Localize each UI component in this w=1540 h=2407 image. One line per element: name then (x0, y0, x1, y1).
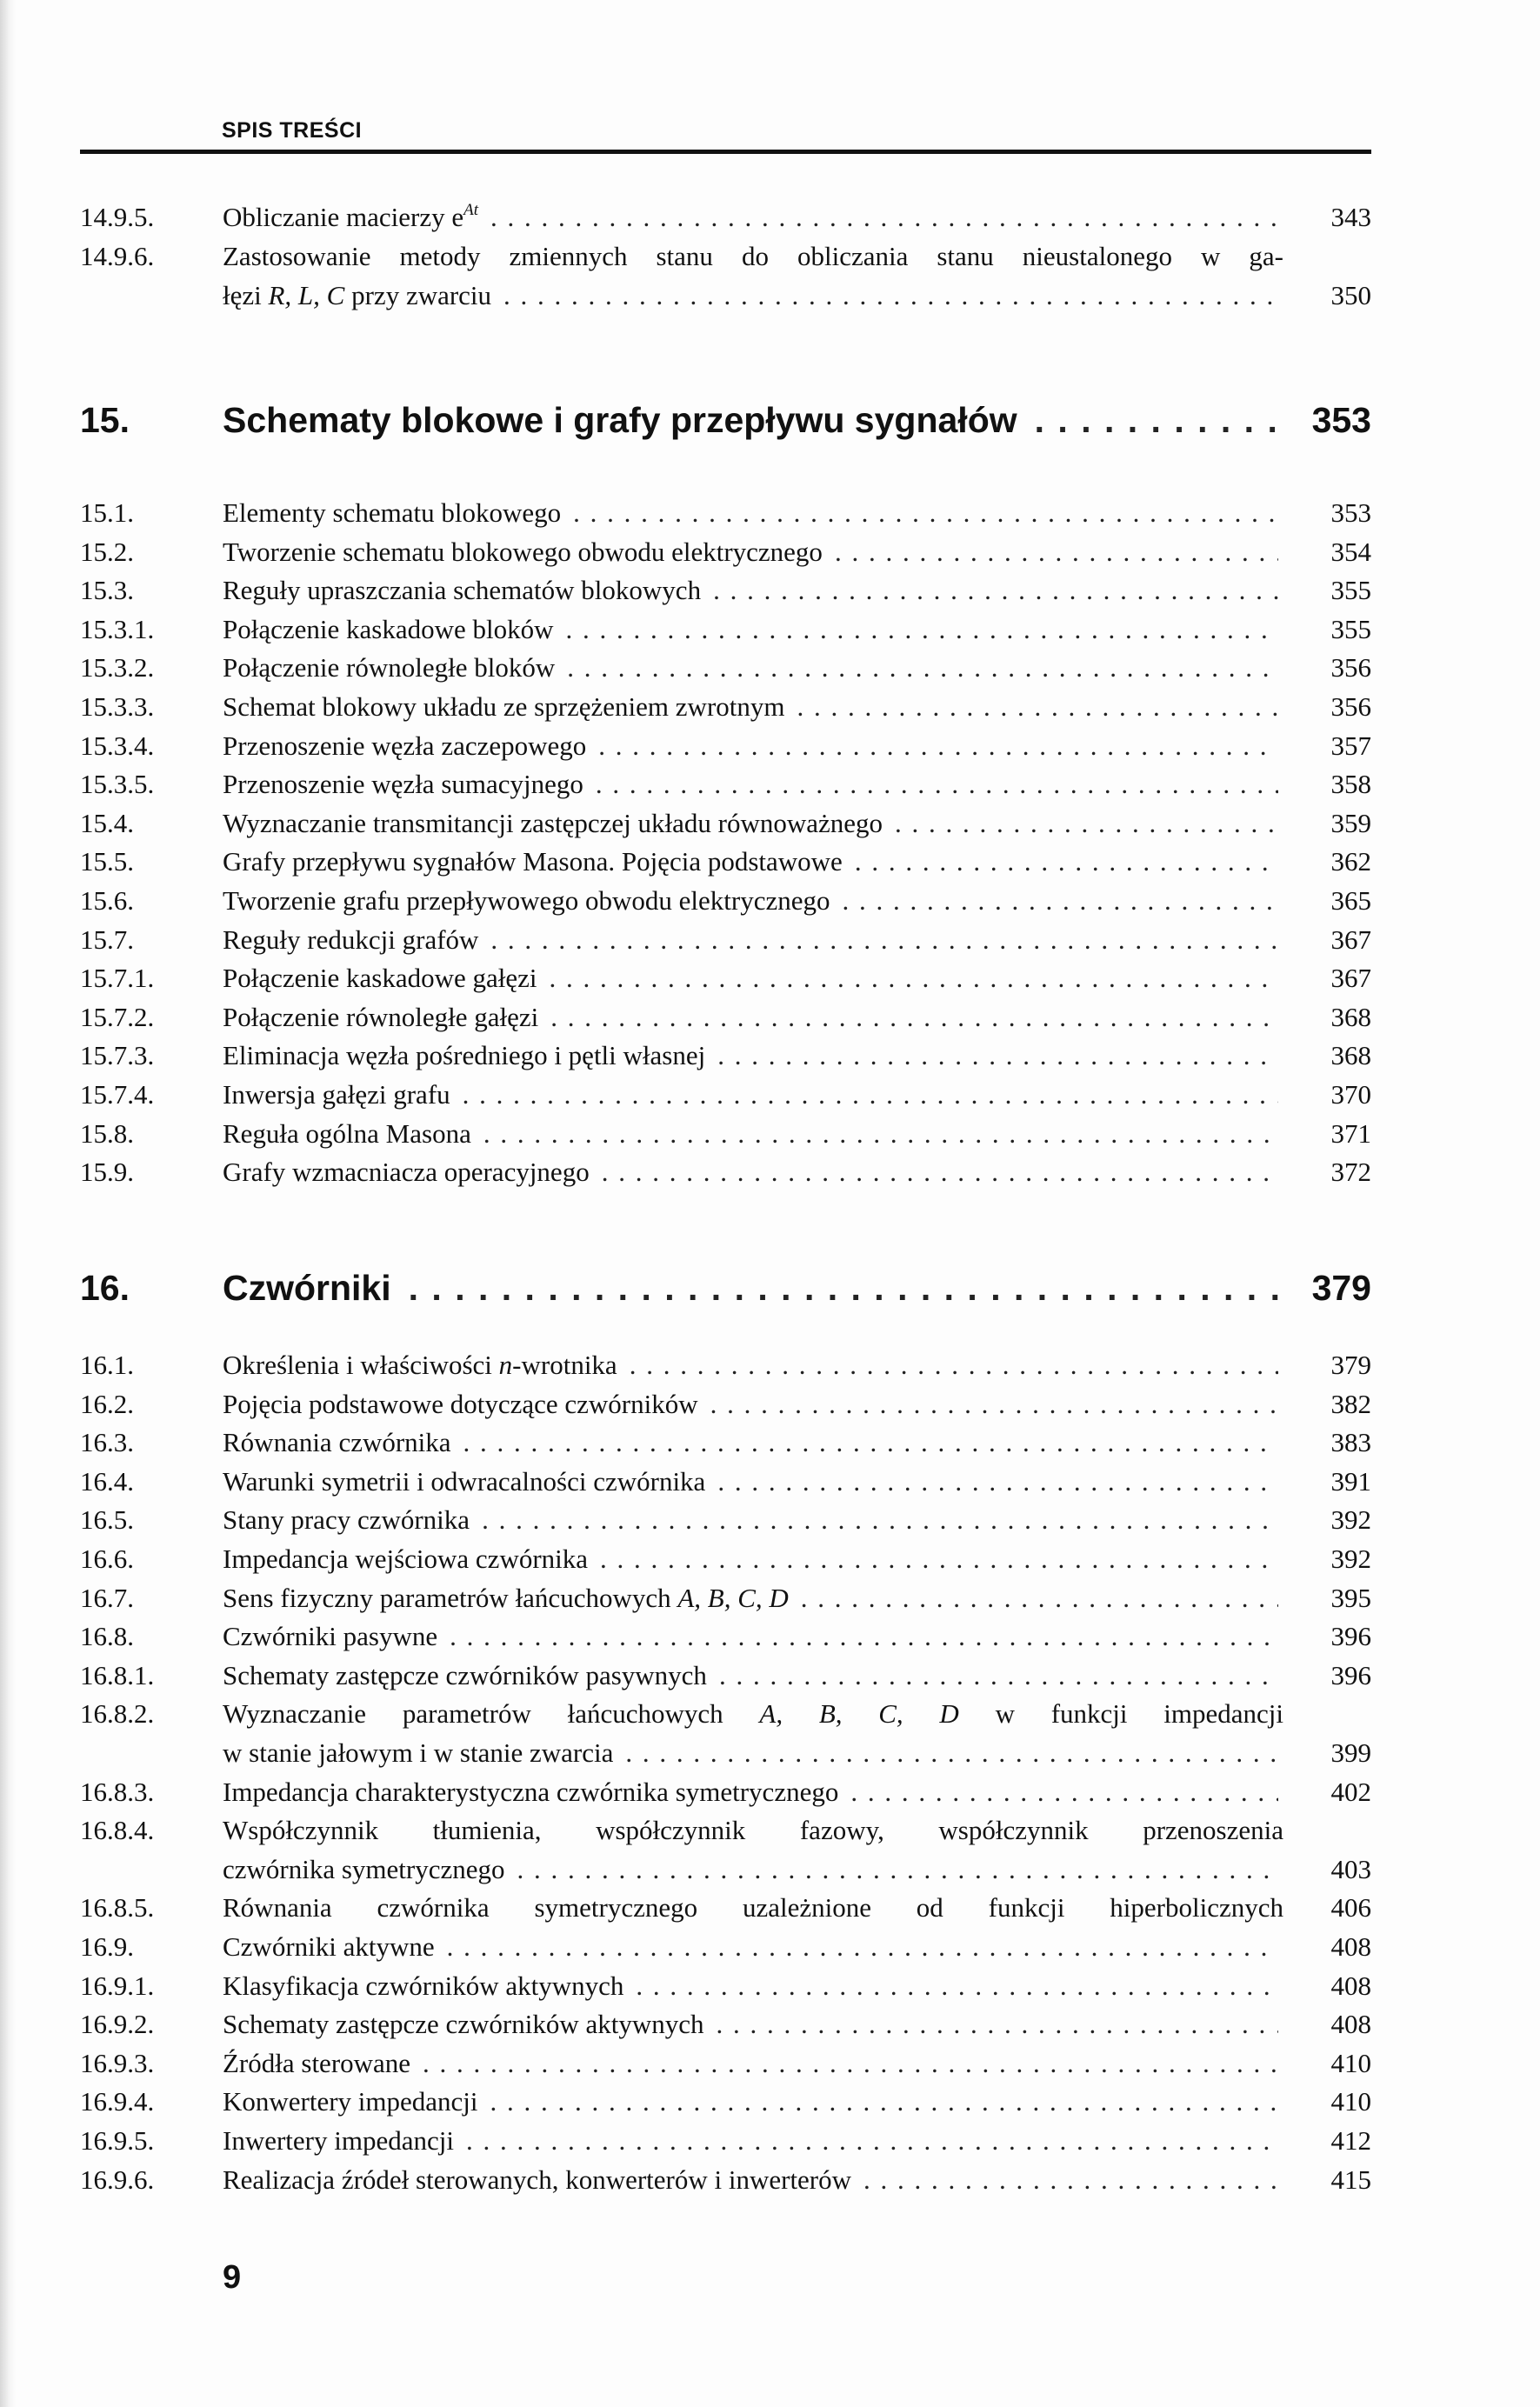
entry-number: 16.9.1. (80, 1970, 155, 2001)
toc-entry-continuation[interactable] (0, 280, 1540, 318)
leader-dots (801, 1583, 1278, 1614)
entry-page: 392 (1330, 1544, 1371, 1574)
entry-title: Impedancja charakterystyczna czwórnika symetrycznego (223, 1776, 839, 1807)
entry-title: Konwertery impedancji (223, 2086, 478, 2117)
entry-title-line2: czwórnika symetrycznego (223, 1853, 505, 1884)
entry-page: 410 (1330, 2047, 1371, 2078)
toc-entry[interactable] (0, 1427, 1540, 1465)
entry-number: 15.3.3. (80, 691, 155, 722)
entry-number: 16.4. (80, 1465, 134, 1497)
entry-number: 16.8.1. (80, 1659, 155, 1690)
entry-title: Połączenie kaskadowe bloków (223, 613, 554, 644)
toc-entry[interactable] (0, 1040, 1540, 1078)
toc-entry[interactable] (0, 575, 1540, 613)
toc-entry-continuation[interactable] (0, 1737, 1540, 1776)
entry-title: Tworzenie schematu blokowego obwodu elektrycznego (223, 536, 823, 567)
entry-page: 396 (1330, 1621, 1371, 1652)
leader-dots (503, 280, 1278, 311)
leader-dots (423, 2048, 1278, 2079)
entry-page: 412 (1330, 2125, 1371, 2156)
leader-dots (483, 1118, 1278, 1150)
entry-number: 16.9.5. (80, 2125, 155, 2156)
toc-entry[interactable] (0, 730, 1540, 769)
entry-number: 16.2. (80, 1388, 134, 1419)
entry-page: 406 (1330, 1892, 1371, 1924)
entry-title: Stany pracy czwórnika (223, 1504, 470, 1536)
entry-page: 356 (1330, 652, 1371, 683)
entry-page: 367 (1330, 923, 1371, 955)
entry-title: Tworzenie grafu przepływowego obwodu elektrycznego (223, 885, 830, 916)
leader-dots (717, 1040, 1278, 1071)
toc-entry[interactable] (0, 924, 1540, 963)
entry-number: 16.9.2. (80, 2009, 155, 2040)
toc-entry[interactable] (0, 885, 1540, 923)
entry-title: Grafy wzmacniacza operacyjnego (223, 1157, 590, 1188)
entry-title: Przenoszenie węzła zaczepowego (223, 730, 587, 761)
entry-number: 15.7. (80, 923, 134, 955)
entry-title: Połączenie równoległe bloków (223, 652, 556, 683)
entry-title-line2: w stanie jałowym i w stanie zwarcia (223, 1737, 614, 1768)
toc-entry[interactable] (0, 963, 1540, 1001)
leader-dots (566, 614, 1279, 645)
entry-page: 372 (1330, 1157, 1371, 1188)
leader-dots (602, 1157, 1278, 1188)
entry-number: 16.8.4. (80, 1815, 155, 1846)
leader-dots (710, 1389, 1278, 1420)
leader-dots (863, 2164, 1278, 2196)
entry-title: Sens fizyczny parametrów łańcuchowych A, B, C, D (223, 1582, 789, 1613)
chapter-title: Czwórniki (223, 1268, 391, 1308)
entry-number: 16.7. (80, 1582, 134, 1613)
entry-title-line1: Wyznaczanie parametrów łańcuchowych A, B, C, D w funkcji impedancji (223, 1698, 1283, 1730)
entry-number: 15.7.1. (80, 963, 155, 994)
entry-title-line1: Zastosowanie metody zmiennych stanu do obliczania stanu nieustalonego w ga- (223, 241, 1283, 271)
entry-number: 16.8.5. (80, 1892, 155, 1924)
toc-entry[interactable] (0, 1931, 1540, 1970)
leader-dots (463, 1427, 1278, 1458)
toc-entry[interactable] (0, 614, 1540, 652)
entry-page: 357 (1330, 730, 1371, 761)
toc-entry[interactable] (0, 1660, 1540, 1698)
entry-title: Inwersja gałęzi grafu (223, 1079, 450, 1110)
entry-page: 391 (1330, 1465, 1371, 1497)
entry-number: 15.8. (80, 1117, 134, 1149)
entry-title: Równania czwórnika symetrycznego uzależnione od funkcji hiperbolicznych (223, 1892, 1283, 1924)
entry-number: 14.9.5. (80, 202, 155, 232)
entry-number: 15.3. (80, 575, 134, 606)
chapter-heading-15[interactable] (0, 400, 1540, 449)
entry-number: 15.5. (80, 846, 134, 877)
leader-dots (490, 202, 1278, 233)
leader-dots (490, 2086, 1278, 2117)
entry-title: Warunki symetrii i odwracalności czwórnika (223, 1465, 706, 1497)
entry-title: Pojęcia podstawowe dotyczące czwórników (223, 1388, 698, 1419)
toc-entry[interactable] (0, 2009, 1540, 2047)
leader-dots (719, 1660, 1278, 1691)
entry-page: 350 (1330, 280, 1371, 310)
entry-number: 15.7.2. (80, 1001, 155, 1032)
toc-entry[interactable] (0, 808, 1540, 846)
leader-dots (596, 769, 1278, 800)
toc-entry[interactable] (0, 1698, 1540, 1737)
leader-dots (717, 1466, 1278, 1497)
entry-page: 408 (1330, 1970, 1371, 2001)
entry-number: 15.3.1. (80, 613, 155, 644)
toc-entry[interactable] (0, 2125, 1540, 2164)
leader-dots (835, 537, 1278, 568)
entry-title: Czwórniki pasywne (223, 1621, 438, 1652)
entry-page: 392 (1330, 1504, 1371, 1536)
entry-number: 15.9. (80, 1157, 134, 1188)
entry-number: 15.7.3. (80, 1040, 155, 1071)
entry-number: 16.6. (80, 1544, 134, 1574)
entry-number: 16.8.3. (80, 1776, 155, 1807)
leader-dots (517, 1854, 1278, 1885)
entry-title: Połączenie równoległe gałęzi (223, 1001, 539, 1032)
entry-number: 15.3.5. (80, 769, 155, 800)
toc-entry[interactable] (0, 1466, 1540, 1504)
toc-entry[interactable] (0, 1970, 1540, 2009)
leader-dots (447, 1931, 1278, 1963)
leader-dots (625, 1737, 1278, 1769)
entry-page: 396 (1330, 1659, 1371, 1690)
toc-entry[interactable] (0, 1621, 1540, 1659)
entry-number: 16.3. (80, 1427, 134, 1458)
entry-title: Wyznaczanie transmitancji zastępczej układu równoważnego (223, 807, 883, 838)
toc-entry[interactable] (0, 537, 1540, 575)
toc-entry[interactable] (0, 497, 1540, 536)
entry-page: 355 (1330, 613, 1371, 644)
toc-entry[interactable] (0, 1389, 1540, 1427)
toc-entry[interactable] (0, 1544, 1540, 1582)
entry-number: 16.1. (80, 1350, 134, 1380)
entry-number: 15.3.2. (80, 652, 155, 683)
entry-page: 382 (1330, 1388, 1371, 1419)
entry-title: Eliminacja węzła pośredniego i pętli własnej (223, 1040, 706, 1071)
chapter-page: 353 (1311, 400, 1371, 440)
chapter-title: Schematy blokowe i grafy przepływu sygnałów (223, 400, 1017, 440)
entry-number: 15.2. (80, 536, 134, 567)
toc-entry[interactable] (0, 1815, 1540, 1853)
entry-number: 16.9.4. (80, 2086, 155, 2117)
toc-entry[interactable] (0, 2048, 1540, 2086)
header-rule (80, 150, 1371, 154)
entry-title: Reguły upraszczania schematów blokowych (223, 575, 702, 606)
toc-entry[interactable] (0, 846, 1540, 884)
toc-entry[interactable] (0, 1583, 1540, 1621)
chapter-number: 16. (80, 1268, 130, 1308)
entry-page: 383 (1330, 1427, 1371, 1458)
entry-page: 410 (1330, 2086, 1371, 2117)
entry-number: 14.9.6. (80, 241, 155, 271)
entry-number: 15.1. (80, 497, 134, 528)
entry-title: Schematy zastępcze czwórników aktywnych (223, 2009, 704, 2040)
toc-entry[interactable] (0, 1079, 1540, 1117)
entry-title: Określenia i właściwości n-wrotnika (223, 1350, 617, 1380)
entry-page: 399 (1330, 1737, 1371, 1768)
toc-entry-continuation[interactable] (0, 1854, 1540, 1892)
entry-page: 402 (1330, 1776, 1371, 1807)
entry-number: 15.7.4. (80, 1079, 155, 1110)
entry-number: 16.8.2. (80, 1698, 155, 1730)
entry-number: 16.5. (80, 1504, 134, 1536)
entry-page: 354 (1330, 536, 1371, 567)
entry-page: 343 (1330, 202, 1371, 232)
entry-page: 358 (1330, 769, 1371, 800)
entry-page: 356 (1330, 691, 1371, 722)
leader-dots (895, 808, 1278, 839)
entry-page: 408 (1330, 2009, 1371, 2040)
leader-dots (1035, 400, 1278, 441)
leader-dots (550, 1002, 1278, 1033)
entry-title: Reguła ogólna Masona (223, 1117, 471, 1149)
entry-title: Przenoszenie węzła sumacyjnego (223, 769, 583, 800)
entry-title: Schemat blokowy układu ze sprzężeniem zwrotnym (223, 691, 785, 722)
entry-page: 395 (1330, 1582, 1371, 1613)
entry-number: 15.4. (80, 807, 134, 838)
leader-dots (573, 497, 1278, 529)
toc-entry[interactable] (0, 1892, 1540, 1930)
toc-entry[interactable] (0, 1002, 1540, 1040)
entry-page: 367 (1330, 963, 1371, 994)
entry-number: 16.9.3. (80, 2047, 155, 2078)
entry-page: 353 (1330, 497, 1371, 528)
toc-entry[interactable] (0, 1777, 1540, 1815)
toc-entry[interactable] (0, 691, 1540, 730)
entry-page: 362 (1330, 846, 1371, 877)
entry-page: 368 (1330, 1040, 1371, 1071)
toc-entry[interactable] (0, 202, 1540, 240)
entry-number: 16.9. (80, 1931, 134, 1962)
leader-dots (463, 1079, 1278, 1110)
leader-dots (630, 1350, 1278, 1381)
entry-title: Obliczanie macierzy $e^{At}$ (223, 201, 478, 232)
toc-entry[interactable] (0, 1157, 1540, 1195)
leader-dots (797, 691, 1279, 723)
toc-entry[interactable] (0, 1504, 1540, 1543)
entry-number: 16.8. (80, 1621, 134, 1652)
toc-entry[interactable] (0, 1350, 1540, 1388)
entry-title: Impedancja wejściowa czwórnika (223, 1544, 589, 1574)
entry-page: 370 (1330, 1079, 1371, 1110)
leader-dots (490, 924, 1278, 956)
entry-title-line1: Współczynnik tłumienia, współczynnik fazowy, współczynnik przenoszenia (223, 1815, 1283, 1846)
running-head: SPIS TREŚCI (222, 118, 363, 143)
entry-page: 371 (1330, 1117, 1371, 1149)
leader-dots (850, 1777, 1278, 1808)
chapter-page: 379 (1311, 1268, 1371, 1308)
entry-title: Grafy przepływu sygnałów Masona. Pojęcia podstawowe (223, 846, 843, 877)
entry-title: Schematy zastępcze czwórników pasywnych (223, 1659, 707, 1690)
entry-number: 16.9.6. (80, 2164, 155, 2195)
toc-entry[interactable] (0, 2164, 1540, 2203)
toc-entry[interactable] (0, 1118, 1540, 1157)
leader-dots (855, 846, 1278, 877)
entry-title: Równania czwórnika (223, 1427, 451, 1458)
entry-title: Połączenie kaskadowe gałęzi (223, 963, 537, 994)
entry-title: Inwertery impedancji (223, 2125, 454, 2156)
entry-page: 359 (1330, 807, 1371, 838)
leader-dots (843, 885, 1279, 917)
entry-number: 15.6. (80, 885, 134, 916)
leader-dots (567, 652, 1278, 683)
toc-entry[interactable] (0, 652, 1540, 690)
entry-page: 379 (1330, 1350, 1371, 1380)
entry-title-line2: łęzi R, L, C przy zwarciu (223, 280, 492, 310)
entry-title: Źródła sterowane (223, 2047, 411, 2078)
chapter-number: 15. (80, 400, 130, 440)
entry-title: Realizacja źródeł sterowanych, konwerterów i inwerterów (223, 2164, 852, 2195)
entry-number: 15.3.4. (80, 730, 155, 761)
toc-entry[interactable] (0, 241, 1540, 279)
leader-dots (600, 1544, 1278, 1575)
leader-dots (409, 1268, 1278, 1309)
leader-dots (550, 963, 1279, 994)
entry-page: 355 (1330, 575, 1371, 606)
leader-dots (713, 575, 1278, 606)
entry-title: Czwórniki aktywne (223, 1931, 435, 1962)
entry-page: 403 (1330, 1853, 1371, 1884)
leader-dots (482, 1504, 1278, 1536)
leader-dots (716, 2009, 1278, 2040)
leader-dots (636, 1970, 1278, 2002)
leader-dots (466, 2125, 1278, 2157)
page-number: 9 (223, 2259, 242, 2296)
chapter-heading-16[interactable] (0, 1268, 1540, 1317)
leader-dots (598, 730, 1278, 762)
entry-page: 368 (1330, 1001, 1371, 1032)
entry-page: 365 (1330, 885, 1371, 916)
entry-title: Klasyfikacja czwórników aktywnych (223, 1970, 624, 2001)
toc-entry[interactable] (0, 769, 1540, 807)
entry-page: 415 (1330, 2164, 1371, 2195)
toc-entry[interactable] (0, 2086, 1540, 2124)
leader-dots (450, 1621, 1278, 1652)
entry-page: 408 (1330, 1931, 1371, 1962)
entry-title: Reguły redukcji grafów (223, 923, 479, 955)
entry-title: Elementy schematu blokowego (223, 497, 562, 528)
